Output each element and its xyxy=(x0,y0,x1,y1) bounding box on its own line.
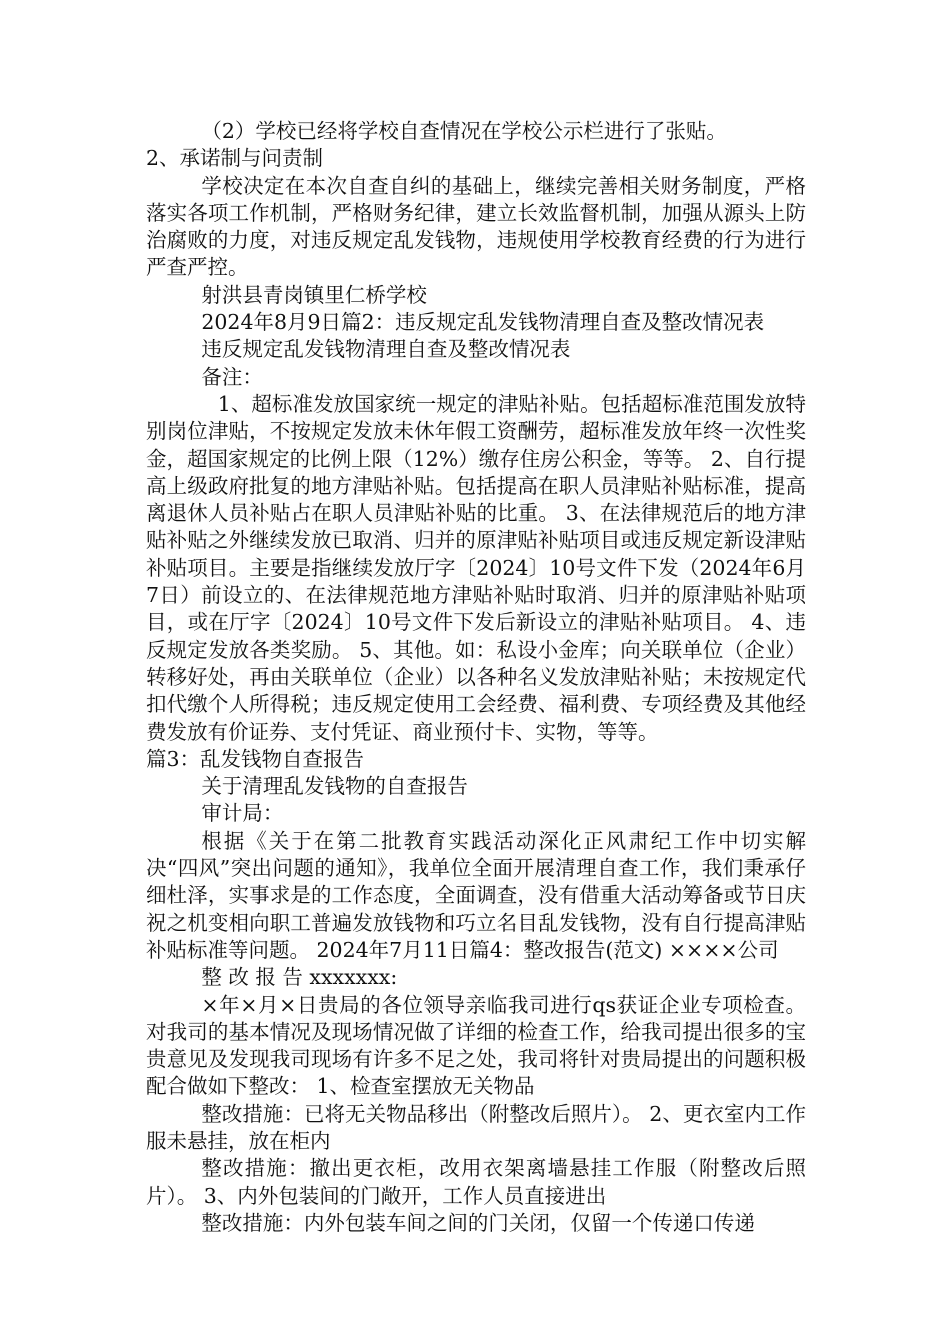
section-3-heading: 篇3：乱发钱物自查报告 xyxy=(146,746,365,771)
rectification-heading: 整 改 报 告 xxxxxxx: xyxy=(201,965,398,990)
date-section-2-title: 2024年8月9日篇2：违反规定乱发钱物清理自查及整改情况表 xyxy=(201,310,765,335)
paragraph-commitment: 学校决定在本次自查自纠的基础上，继续完善相关财务制度，严格落实各项工作机制，严格财务纪律，建立长效监督机制，加强从源头上防治腐败的力度，对违反规定乱发钱物，违规使用学校教育经费的行为进行严查严控。 xyxy=(146,173,806,280)
measure-1: 整改措施：已将无关物品移出（附整改后照片）。 2、更衣室内工作服未悬挂，放在柜内 xyxy=(146,1101,806,1153)
school-signature: 射洪县青岗镇里仁桥学校 xyxy=(201,282,427,307)
addressee: 审计局： xyxy=(201,801,284,826)
measure-3: 整改措施：内外包装车间之间的门关闭，仅留一个传递口传递 xyxy=(201,1210,755,1235)
table-title: 违反规定乱发钱物清理自查及整改情况表 xyxy=(201,337,571,362)
remarks-content: 1、超标准发放国家统一规定的津贴补贴。包括超标准范围发放特别岗位津贴，不按规定发放未休年假工资酬劳，超标准发放年终一次性奖金，超国家规定的比例上限（12%）缴存住房公积金，等等。 2、自行提高上级政府批复的地方津贴补贴。包括提高在职人员津贴补贴标准，提高离退休人员补贴占在职人员津贴补贴的比重。 3、在法律规范后的地方津贴补贴之外继续发放已取消、归并的原津贴补贴项目或违反规定新设津贴补贴项目。主要是指继续发放厅字〔2024〕10号文件下发（2024年6月7日）前设立的、在法律规范地方津贴补贴时取消、归并的原津贴补贴项目，或在厅字〔2024〕10号文件下发后新设立的津贴补贴项目。 4、违反规定发放各类奖励。 5、其他。如：私设小金库；向关联单位（企业）转移好处，再由关联单位（企业）以各种名义发放津贴补贴；未按规定代扣代缴个人所得税；违反规定使用工会经费、福利费、专项经费及其他经费发放有价证券、支付凭证、商业预付卡、实物，等等。 xyxy=(146,391,806,744)
measure-2: 整改措施：撤出更衣柜，改用衣架离墙悬挂工作服（附整改后照片）。 3、内外包装间的门敞开，工作人员直接进出 xyxy=(146,1156,806,1208)
rectification-intro: ×年×月×日贵局的各位领导亲临我司进行qs获证企业专项检查。对我司的基本情况及现场情况做了详细的检查工作，给我司提出很多的宝贵意见及发现我司现场有许多不足之处，我司将针对贵局提出的问题积极配合做如下整改： 1、检查室摆放无关物品 xyxy=(146,992,806,1099)
heading-commitment: 2、承诺制与问责制 xyxy=(146,146,324,171)
report-title: 关于清理乱发钱物的自查报告 xyxy=(201,774,468,799)
report-body: 根据《关于在第二批教育实践活动深化正风肃纪工作中切实解决“四风”突出问题的通知》，我单位全面开展清理自查工作，我们秉承仔细杜泽，实事求是的工作态度，全面调查，没有借重大活动筹备或节日庆祝之机变相向职工普遍发放钱物和巧立名目乱发钱物，没有自行提高津贴补贴标准等问题。 2024年7月11日篇4：整改报告(范文) ××××公司 xyxy=(146,828,806,962)
remarks-label: 备注： xyxy=(201,364,263,389)
paragraph-1: （2）学校已经将学校自查情况在学校公示栏进行了张贴。 xyxy=(201,119,727,143)
document-body xyxy=(146,118,806,1237)
